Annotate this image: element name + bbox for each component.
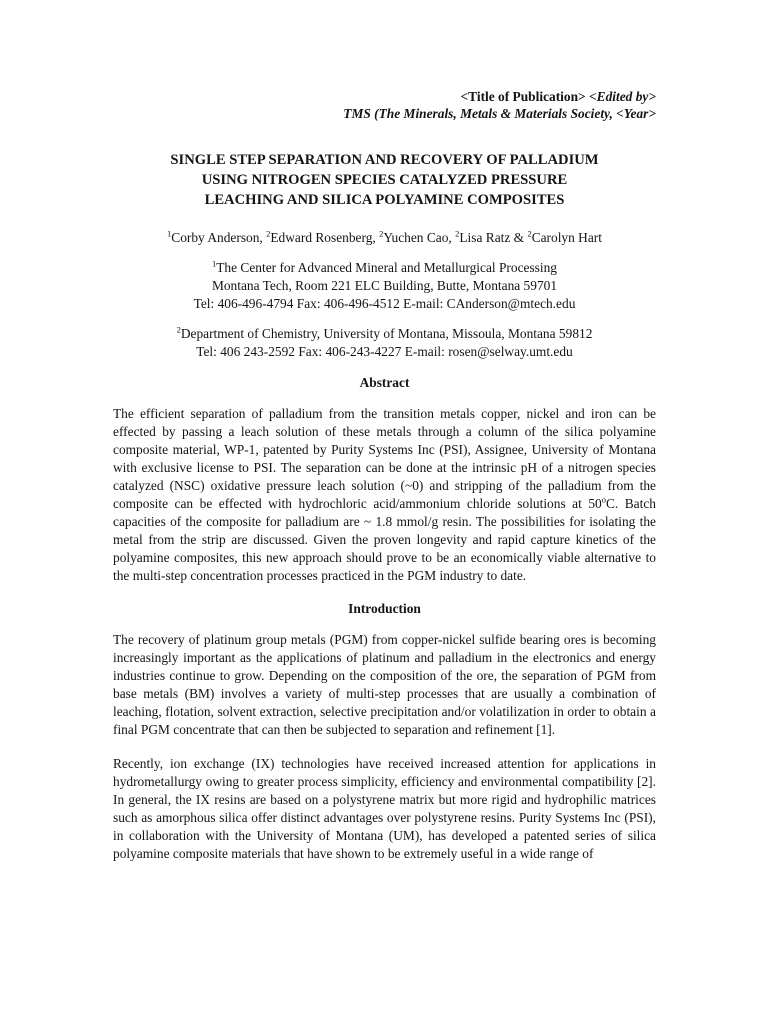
paper-title-line2: USING NITROGEN SPECIES CATALYZED PRESSURE <box>201 172 568 188</box>
author-2: Edward Rosenberg, <box>270 230 380 245</box>
affiliation-1-name: The Center for Advanced Mineral and Metallurgical Processing <box>216 260 557 275</box>
author-list <box>113 229 656 246</box>
society-year: TMS (The Minerals, Metals & Materials Society, <Year> <box>343 106 656 121</box>
abstract-text-part1: The efficient separation of palladium from the transition metals copper, nickel and iron can be effected by passing a leach solution of these metals through a column of the silica polyamine composite material, WP-1, patented by Purity Systems Inc (PSI), Assignee, University of Montana with exclusive license to PSI. The separation can be done at the intrinsic pH of a nitrogen species catalyzed (NSC) oxidative pressure leach solution (~0) and stripping of the palladium from the composite can be effected with hydrochloric acid/ammonium chloride solutions at 50 <box>113 406 656 511</box>
author-1: Corby Anderson, <box>171 230 267 245</box>
publication-header-line1 <box>113 88 656 105</box>
author-5-affil: 2 <box>527 228 532 239</box>
title-of-publication: <Title of Publication> <box>460 89 586 104</box>
introduction-heading: Introduction <box>348 601 421 616</box>
author-4: Lisa Ratz & <box>459 230 528 245</box>
affiliation-2-marker: 2 <box>176 324 181 335</box>
edited-by: <Edited by> <box>589 89 656 104</box>
paper-title <box>113 150 656 210</box>
publication-header-line2 <box>113 105 656 122</box>
affiliation-2-name: Department of Chemistry, University of Montana, Missoula, Montana 59812 <box>180 326 593 341</box>
degree-symbol: o <box>601 494 606 505</box>
abstract-heading: Abstract <box>359 375 410 390</box>
author-2-affil: 2 <box>266 228 271 239</box>
author-4-affil: 2 <box>455 228 460 239</box>
affiliation-1-contact: Tel: 406-496-4794 Fax: 406-496-4512 E-mail: CAnderson@mtech.edu <box>193 296 576 311</box>
paper-title-line1: SINGLE STEP SEPARATION AND RECOVERY OF PALLADIUM <box>170 152 599 168</box>
author-3: Yuchen Cao, <box>383 230 456 245</box>
paper-page <box>113 88 656 863</box>
abstract-text-part2: C. Batch capacities of the composite for palladium are ~ 1.8 mmol/g resin. The possibilities for isolating the metal from the strip are discussed. Given the proven longevity and rapid capture kinetics of the polyamine composites, this new approach should prove to be an economically viable alternative to the multi-step concentration processes practiced in the PGM industry to date. <box>113 496 656 583</box>
affiliation-2-contact: Tel: 406 243-2592 Fax: 406-243-4227 E-mail: rosen@selway.umt.edu <box>196 344 573 359</box>
abstract-text <box>113 405 656 585</box>
affiliation-1-marker: 1 <box>212 258 217 269</box>
intro-paragraph-2: Recently, ion exchange (IX) technologies have received increased attention for applications in hydrometallurgy owing to greater process simplicity, efficiency and environmental compatibility [2]. In general, the IX resins are based on a polystyrene matrix but more rigid and hydrophilic matrices such as amorphous silica offer distinct advantages over polystyrene resins. Purity Systems Inc (PSI), in collaboration with the University of Montana (UM), has developed a patented series of silica polyamine composite materials that have shown to be extremely useful in a wide range of <box>113 756 656 861</box>
author-1-affil: 1 <box>167 228 172 239</box>
author-3-affil: 2 <box>379 228 384 239</box>
affiliation-1-address: Montana Tech, Room 221 ELC Building, Butte, Montana 59701 <box>211 278 558 293</box>
author-5: Carolyn Hart <box>531 230 602 245</box>
intro-paragraph-1: The recovery of platinum group metals (PGM) from copper-nickel sulfide bearing ores is becoming increasingly important as the applications of platinum and palladium in the electronics and energy industries continue to grow. Depending on the composition of the ore, the separation of PGM from base metals (BM) involves a variety of multi-step processes that are usually a combination of leaching, flotation, solvent extraction, selective precipitation and/or volatilization in order to obtain a final PGM concentrate that can then be subjected to separation and refinement [1]. <box>113 632 656 737</box>
paper-title-line3: LEACHING AND SILICA POLYAMINE COMPOSITES <box>204 192 565 208</box>
affiliation-1 <box>113 259 656 313</box>
affiliation-2 <box>113 325 656 361</box>
